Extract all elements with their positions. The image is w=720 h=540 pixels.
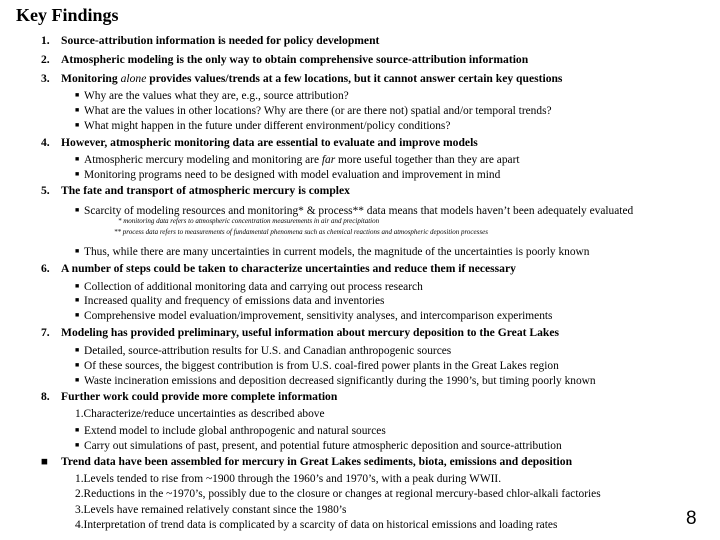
page-number: 8 xyxy=(686,508,697,529)
bullet-icon: ■ xyxy=(75,121,80,129)
item-text: Thus, while there are many uncertainties in current models, the magnitude of the uncertainties is poorly known xyxy=(84,246,590,258)
finding-subitem xyxy=(75,472,501,486)
item-text: Waste incineration emissions and deposition decreased significantly during the 1990’s, but timing poorly known xyxy=(84,375,596,387)
footnote xyxy=(118,217,379,226)
bullet-icon: ■ xyxy=(75,206,80,214)
item-text: more useful together than they are apart xyxy=(335,154,520,166)
item-emphasis: alone xyxy=(120,72,147,85)
item-text: Levels have remained relatively constant since the 1980’s xyxy=(83,504,347,516)
bullet-icon: ■ xyxy=(75,376,80,384)
finding-subitem xyxy=(75,343,451,358)
item-text: Further work could provide more complete information xyxy=(61,390,338,403)
item-text: provides values/trends at a few locations, but it cannot answer certain key questions xyxy=(146,72,563,85)
item-marker: 1. xyxy=(41,34,50,47)
item-marker: 3. xyxy=(41,72,50,85)
item-text: Levels tended to rise from ~1900 through the 1960’s and 1970’s, with a peak during WWII. xyxy=(83,473,502,485)
item-text: Why are the values what they are, e.g., source attribution? xyxy=(84,90,349,102)
item-marker: 1. xyxy=(75,473,84,485)
bullet-icon: ■ xyxy=(75,426,80,434)
item-text: Monitoring programs need to be designed with model evaluation and improvement in mind xyxy=(84,169,501,181)
item-text: Monitoring xyxy=(61,72,121,85)
finding-subitem xyxy=(75,518,557,532)
finding-subitem xyxy=(75,203,633,218)
item-text: A number of steps could be taken to characterize uncertainties and reduce them if necessary xyxy=(61,262,516,275)
item-marker: ** xyxy=(114,228,121,236)
footnote xyxy=(114,228,488,237)
finding-subitem xyxy=(75,103,552,118)
item-text: process data refers to measurements of fundamental phenomena such as chemical reactions and atmospheric deposition processes xyxy=(122,228,488,236)
finding-subitem xyxy=(75,293,384,308)
item-text: monitoring data refers to atmospheric concentration measurements in air and precipitation xyxy=(123,217,380,225)
item-text: The fate and transport of atmospheric mercury is complex xyxy=(61,184,350,197)
item-text: What are the values in other locations? Why are there (or are there not) spatial and/or temporal trends? xyxy=(84,105,552,117)
finding-subitem xyxy=(75,152,520,167)
bullet-icon: ■ xyxy=(75,247,80,255)
item-text: Increased quality and frequency of emissions data and inventories xyxy=(84,295,385,307)
finding-item xyxy=(41,455,572,469)
item-text: Atmospheric modeling is the only way to obtain comprehensive source-attribution information xyxy=(61,53,529,66)
finding-subitem xyxy=(75,279,423,294)
item-text: Interpretation of trend data is complicated by a scarcity of data on historical emissions and loading rates xyxy=(83,519,558,531)
bullet-icon: ■ xyxy=(75,296,80,304)
item-marker: 7. xyxy=(41,326,50,339)
item-text: Reductions in the ~1970’s, possibly due to the closure or changes at regional mercury-based chlor-alkali factories xyxy=(83,488,601,500)
slide-title: Key Findings xyxy=(16,5,119,25)
finding-item xyxy=(41,326,559,340)
finding-subitem xyxy=(75,244,589,259)
item-text: Of these sources, the biggest contribution is from U.S. coal-fired power plants in the Great Lakes region xyxy=(84,360,559,372)
finding-item xyxy=(41,53,528,67)
bullet-icon: ■ xyxy=(75,346,80,354)
item-marker: 5. xyxy=(41,184,50,197)
bullet-icon: ■ xyxy=(75,361,80,369)
item-text: Modeling has provided preliminary, useful information about mercury deposition to the Great Lakes xyxy=(61,326,560,339)
item-text: Source-attribution information is needed for policy development xyxy=(61,34,380,47)
item-text: Comprehensive model evaluation/improvement, sensitivity analyses, and intercomparison experiments xyxy=(84,310,553,322)
item-marker: 1. xyxy=(75,408,84,420)
item-marker: 2. xyxy=(41,53,50,66)
finding-subitem xyxy=(75,88,349,103)
finding-subitem xyxy=(75,438,562,453)
item-text: Collection of additional monitoring data and carrying out process research xyxy=(84,281,423,293)
item-text: Carry out simulations of past, present, and potential future atmospheric deposition and source-attribution xyxy=(84,440,562,452)
finding-subitem xyxy=(75,373,596,388)
finding-item xyxy=(41,390,337,404)
bullet-icon: ■ xyxy=(75,282,80,290)
finding-subitem xyxy=(75,407,325,421)
item-marker: 4. xyxy=(75,519,84,531)
finding-subitem xyxy=(75,308,552,323)
item-marker: * xyxy=(118,217,122,225)
item-marker: 8. xyxy=(41,390,50,403)
bullet-icon: ■ xyxy=(75,170,80,178)
item-text: However, atmospheric monitoring data are essential to evaluate and improve models xyxy=(61,136,478,149)
bullet-icon: ■ xyxy=(75,91,80,99)
item-text: Detailed, source-attribution results for U.S. and Canadian anthropogenic sources xyxy=(84,345,452,357)
finding-subitem xyxy=(75,118,450,133)
item-text: Trend data have been assembled for mercury in Great Lakes sediments, biota, emissions and deposition xyxy=(61,455,573,468)
finding-subitem xyxy=(75,167,500,182)
finding-item xyxy=(41,262,516,276)
item-emphasis: far xyxy=(321,154,336,166)
bullet-icon: ■ xyxy=(41,455,49,468)
item-text: Extend model to include global anthropogenic and natural sources xyxy=(84,425,386,437)
finding-subitem xyxy=(75,423,386,438)
item-text: Scarcity of modeling resources and monitoring* & process** data means that models haven’t been adequately evaluated xyxy=(84,205,634,217)
finding-item xyxy=(41,34,379,48)
item-text: Characterize/reduce uncertainties as described above xyxy=(83,408,325,420)
item-marker: 4. xyxy=(41,136,50,149)
item-marker: 6. xyxy=(41,262,50,275)
finding-subitem xyxy=(75,503,346,517)
finding-item xyxy=(41,72,562,86)
bullet-icon: ■ xyxy=(75,155,80,163)
item-marker: 2. xyxy=(75,488,84,500)
finding-subitem xyxy=(75,487,601,501)
bullet-icon: ■ xyxy=(75,311,80,319)
finding-item xyxy=(41,184,350,198)
item-text: What might happen in the future under different environment/policy conditions? xyxy=(84,120,451,132)
item-marker: 3. xyxy=(75,504,84,516)
bullet-icon: ■ xyxy=(75,441,80,449)
finding-subitem xyxy=(75,358,559,373)
finding-item xyxy=(41,136,478,150)
bullet-icon: ■ xyxy=(75,106,80,114)
item-text: Atmospheric mercury modeling and monitoring are xyxy=(84,154,322,166)
